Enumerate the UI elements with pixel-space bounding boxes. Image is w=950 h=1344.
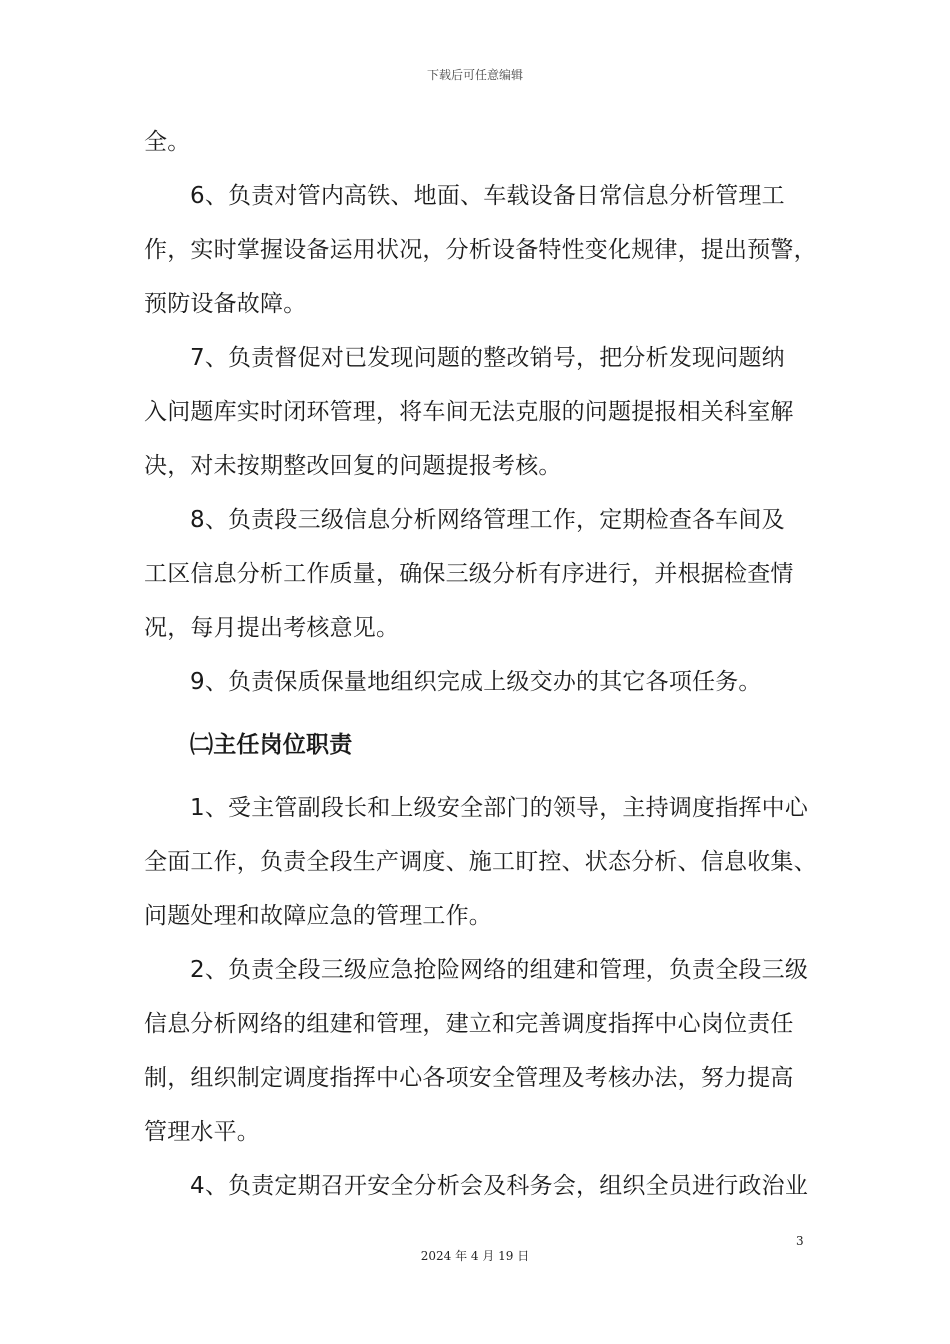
text-line: 预防设备故障。 <box>144 291 307 317</box>
text-line: 管理水平。 <box>144 1119 260 1145</box>
text-line: 1、受主管副段长和上级安全部门的领导，主持调度指挥中心 <box>190 795 809 821</box>
text-line: 入问题库实时闭环管理，将车间无法克服的问题提报相关科室解 <box>144 399 794 425</box>
text-line: 工区信息分析工作质量，确保三级分析有序进行，并根据检查情 <box>144 561 794 587</box>
text-line: 决，对未按期整改回复的问题提报考核。 <box>144 453 562 479</box>
text-line: 7、负责督促对已发现问题的整改销号，把分析发现问题纳 <box>190 345 785 371</box>
footer-date: 2024 年 4 月 19 日 <box>420 1249 530 1263</box>
section-heading: ㈡主任岗位职责 <box>190 732 353 758</box>
text-line: 4、负责定期召开安全分析会及科务会，组织全员进行政治业 <box>190 1173 809 1199</box>
page-number: 3 <box>796 1234 804 1248</box>
text-line: 6、负责对管内高铁、地面、车载设备日常信息分析管理工 <box>190 183 785 209</box>
text-line: 况，每月提出考核意见。 <box>144 615 400 641</box>
text-line: 制，组织制定调度指挥中心各项安全管理及考核办法，努力提高 <box>144 1065 794 1091</box>
text-line: 2、负责全段三级应急抢险网络的组建和管理，负责全段三级 <box>190 957 809 983</box>
text-line: 全面工作，负责全段生产调度、施工盯控、状态分析、信息收集、 <box>144 849 817 875</box>
text-line: 作，实时掌握设备运用状况，分析设备特性变化规律，提出预警， <box>144 237 817 263</box>
text-line: 8、负责段三级信息分析网络管理工作，定期检查各车间及 <box>190 507 785 533</box>
text-line: 信息分析网络的组建和管理，建立和完善调度指挥中心岗位责任 <box>144 1011 794 1037</box>
text-line: 9、负责保质保量地组织完成上级交办的其它各项任务。 <box>190 669 762 695</box>
text-line: 全。 <box>144 129 191 155</box>
page-header: 下载后可任意编辑 <box>426 68 523 82</box>
text-line: 问题处理和故障应急的管理工作。 <box>144 903 492 929</box>
